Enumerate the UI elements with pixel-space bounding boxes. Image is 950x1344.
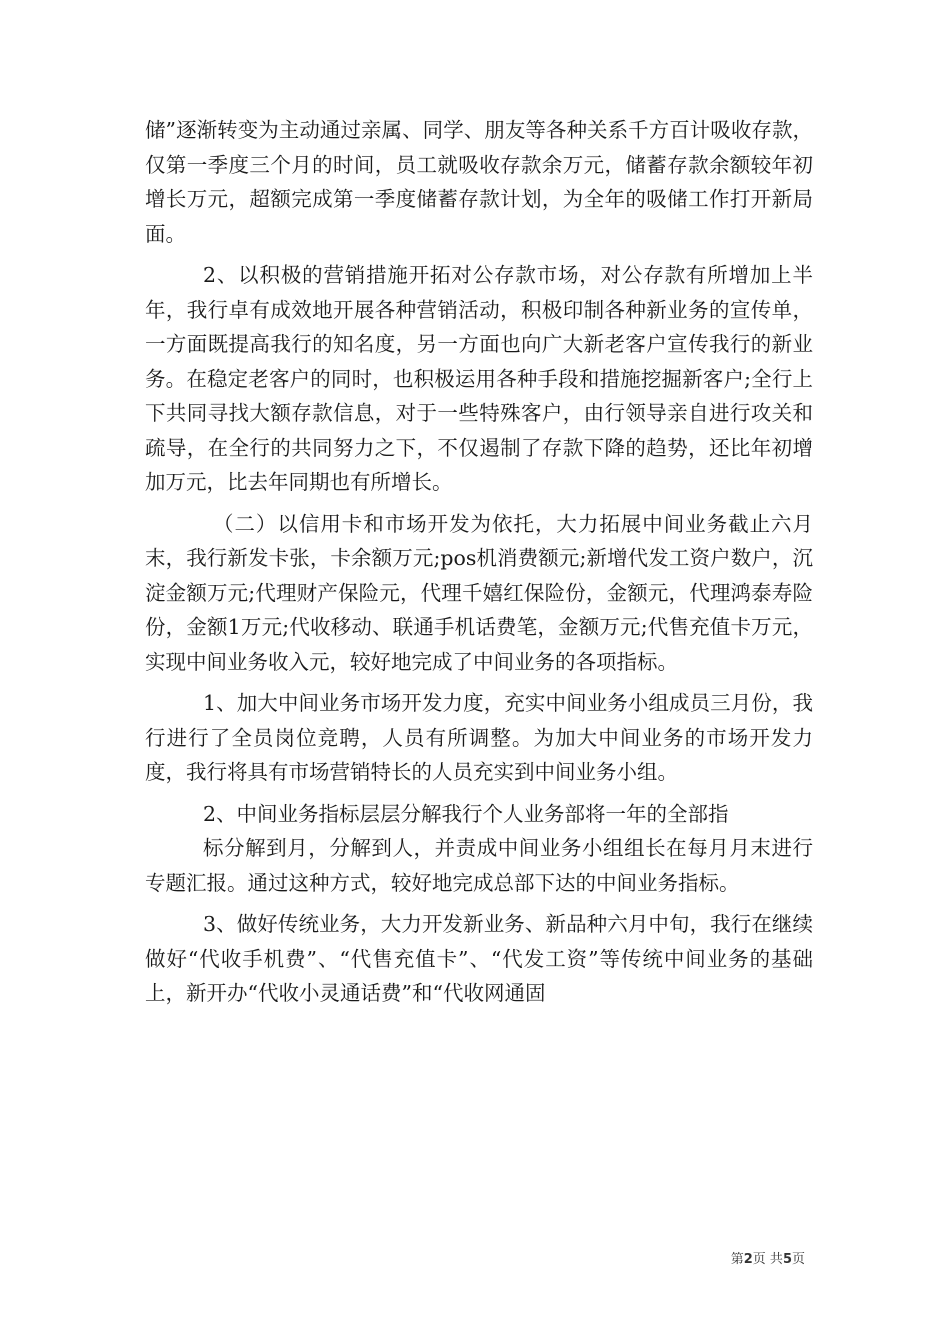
- footer-total-pages: 5: [782, 1252, 792, 1267]
- document-body: [145, 113, 813, 1018]
- paragraph-market-development: 1、加大中间业务市场开发力度，充实中间业务小组成员三月份，我行进行了全员岗位竞聘，人员有所调整。为加大中间业务的市场开发力度，我行将具有市场营销特长的人员充实到中间业务小组。: [145, 691, 813, 784]
- paragraph-traditional-business: 3、做好传统业务，大力开发新业务、新品种六月中旬，我行在继续做好“代收手机费”、“代售充值卡”、“代发工资”等传统中间业务的基础上，新开办“代收小灵通话费”和“代收网通固: [145, 912, 813, 1005]
- page-number-footer: [731, 1248, 805, 1267]
- footer-middle: 页 共: [752, 1252, 783, 1267]
- footer-prefix: 第: [730, 1252, 744, 1267]
- paragraph-intermediate-business: （二）以信用卡和市场开发为依托，大力拓展中间业务截止六月末，我行新发卡张，卡余额万元;pos机消费额元;新增代发工资户数户，沉淀金额万元;代理财产保险元，代理千嬉红保险份，金额元，代理鸿泰寿险份，金额1万元;代收移动、联通手机话费笔，金额万元;代售充值卡万元，实现中间业务收入元，较好地完成了中间业务的各项指标。: [145, 511, 813, 674]
- footer-current-page: 2: [743, 1252, 753, 1267]
- paragraph-target-decomposition-cont: 标分解到月，分解到人，并责成中间业务小组组长在每月月末进行专题汇报。通过这种方式，较好地完成总部下达的中间业务指标。: [145, 836, 813, 895]
- paragraph-corporate-deposits: 2、以积极的营销措施开拓对公存款市场，对公存款有所增加上半年，我行卓有成效地开展各种营销活动，积极印制各种新业务的宣传单，一方面既提高我行的知名度，另一方面也向广大新老客户宣传我行的新业务。在稳定老客户的同时，也积极运用各种手段和措施挖掘新客户;全行上下共同寻找大额存款信息，对于一些特殊客户，由行领导亲自进行攻关和疏导，在全行的共同努力之下，不仅遏制了存款下降的趋势，还比年初增加万元，比去年同期也有所增长。: [145, 263, 813, 494]
- footer-suffix: 页: [791, 1252, 805, 1267]
- paragraph-target-decomposition: 2、中间业务指标层层分解我行个人业务部将一年的全部指: [203, 801, 729, 826]
- paragraph-continued: 储”逐渐转变为主动通过亲属、同学、朋友等各种关系千方百计吸收存款，仅第一季度三个月的时间，员工就吸收存款余万元，储蓄存款余额较年初增长万元，超额完成第一季度储蓄存款计划，为全年的吸储工作打开新局面。: [145, 118, 813, 246]
